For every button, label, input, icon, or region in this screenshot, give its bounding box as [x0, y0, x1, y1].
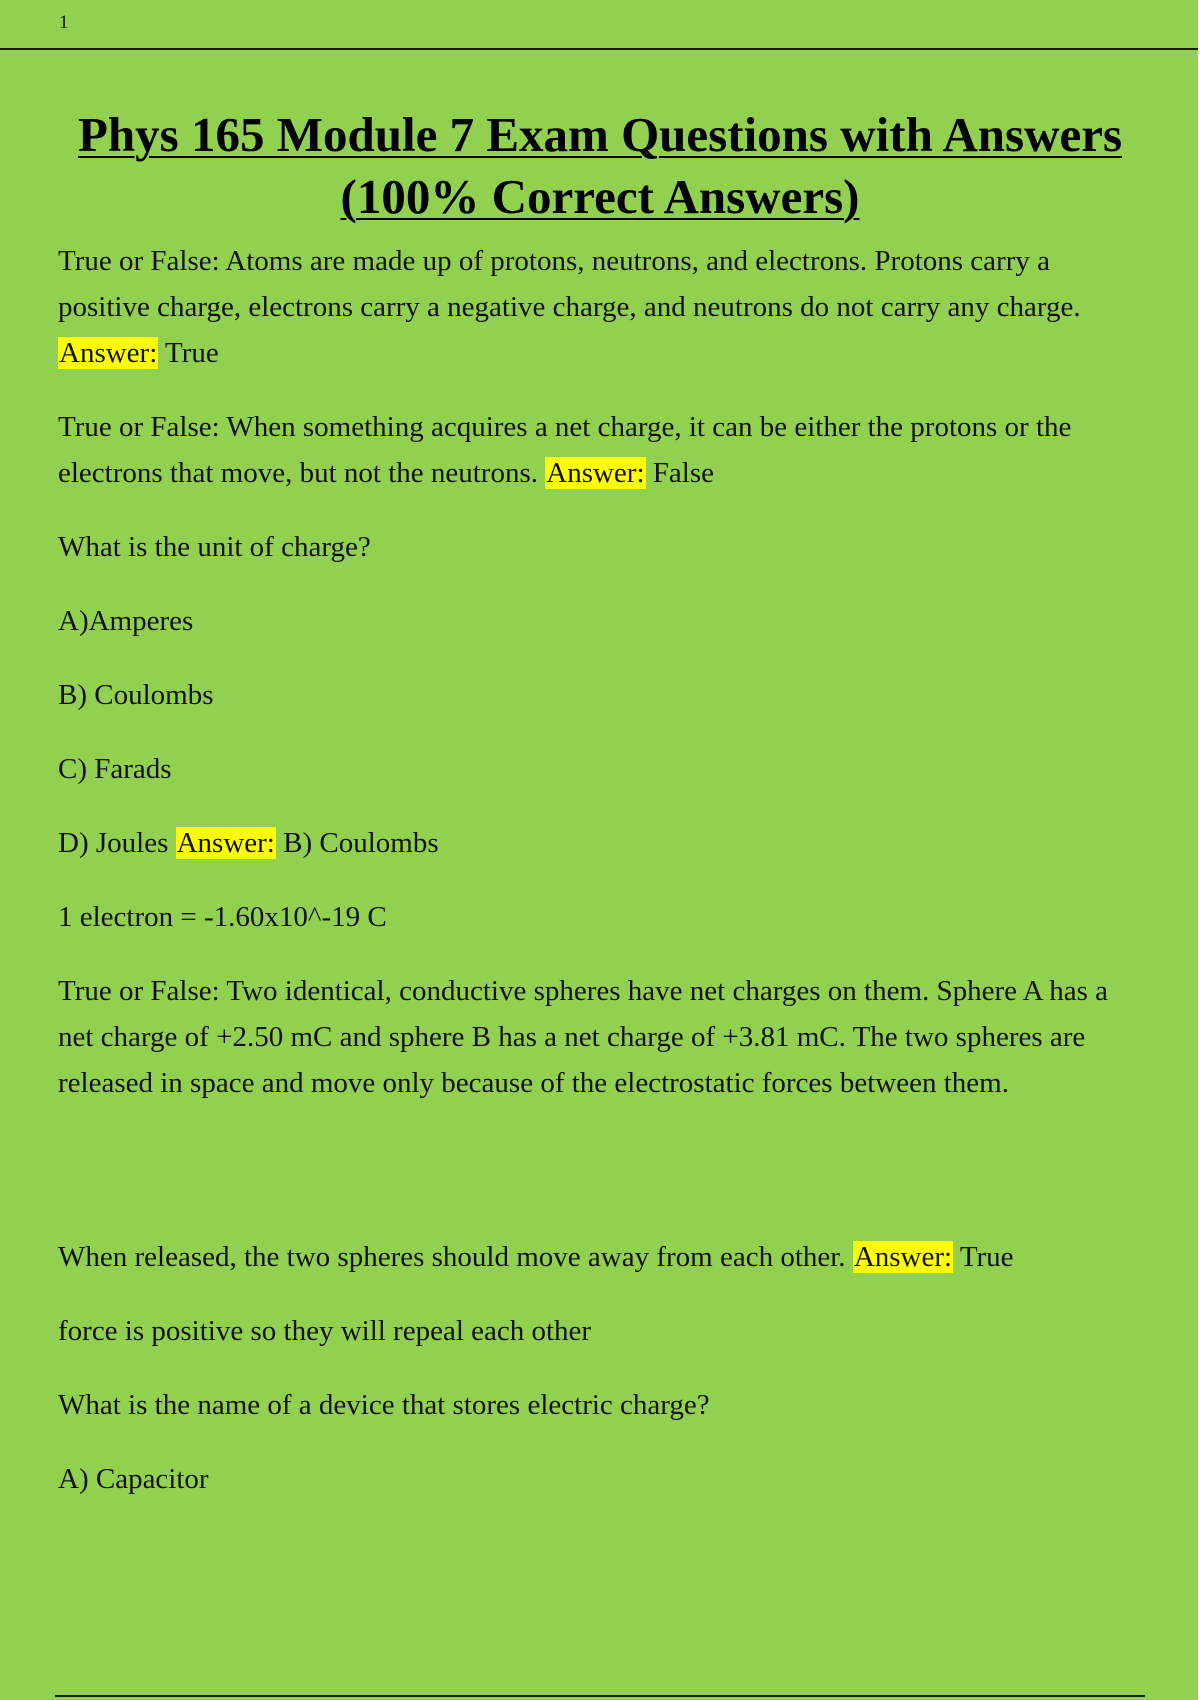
question-5-option-a: A) Capacitor	[58, 1463, 209, 1495]
question-3-option-d	[58, 820, 1148, 866]
question-4-statement-text: When released, the two spheres should move away from each other.	[58, 1241, 846, 1273]
question-3-answer: B) Coulombs	[283, 827, 439, 859]
footer-divider	[55, 1695, 1145, 1697]
question-1-answer: True	[165, 337, 219, 369]
answer-label-highlight: Answer:	[176, 827, 275, 859]
question-5	[58, 1382, 1148, 1428]
answer-label-highlight: Answer:	[853, 1241, 953, 1273]
question-5-text: What is the name of a device that stores electric charge?	[58, 1389, 710, 1421]
question-4-answer: True	[959, 1241, 1014, 1273]
question-2-text: True or False: When something acquires a net charge, it can be either the protons or the electrons that move, but not the neutrons.	[58, 411, 1072, 489]
document-title: Phys 165 Module 7 Exam Questions with Answers (100% Correct Answers)	[77, 107, 1123, 224]
note-force-explanation: force is positive so they will repeal each other	[58, 1315, 592, 1347]
question-3	[58, 524, 1148, 570]
answer-label-highlight: Answer:	[59, 337, 158, 369]
header-divider	[0, 48, 1200, 50]
question-1	[58, 238, 1148, 376]
question-4-statement	[58, 1234, 1148, 1280]
blank-space	[58, 1134, 1148, 1234]
question-2	[58, 404, 1148, 496]
question-3-option-c: C) Farads	[58, 753, 172, 785]
page-number: 1	[59, 12, 69, 33]
question-2-answer: False	[652, 457, 714, 489]
document-body	[58, 238, 1148, 1530]
question-3-option-b: B) Coulombs	[58, 679, 214, 711]
question-3-option-a: A)Amperes	[58, 605, 194, 637]
answer-label-highlight: Answer:	[546, 457, 645, 489]
question-1-text: True or False: Atoms are made up of protons, neutrons, and electrons. Protons carry a positive charge, electrons carry a negative charge, and neutrons do not carry any charge.	[58, 245, 1081, 323]
question-3-option-d-text: D) Joules	[58, 827, 169, 859]
question-3-text: What is the unit of charge?	[58, 531, 371, 563]
note-electron-charge: 1 electron = -1.60x10^-19 C	[58, 901, 387, 933]
question-4-text: True or False: Two identical, conductive spheres have net charges on them. Sphere A has a net charge of +2.50 mC and sphere B has a net charge of +3.81 mC. The two spheres are released in space and move only because of the electrostatic forces between them.	[58, 975, 1109, 1099]
question-4	[58, 968, 1148, 1106]
